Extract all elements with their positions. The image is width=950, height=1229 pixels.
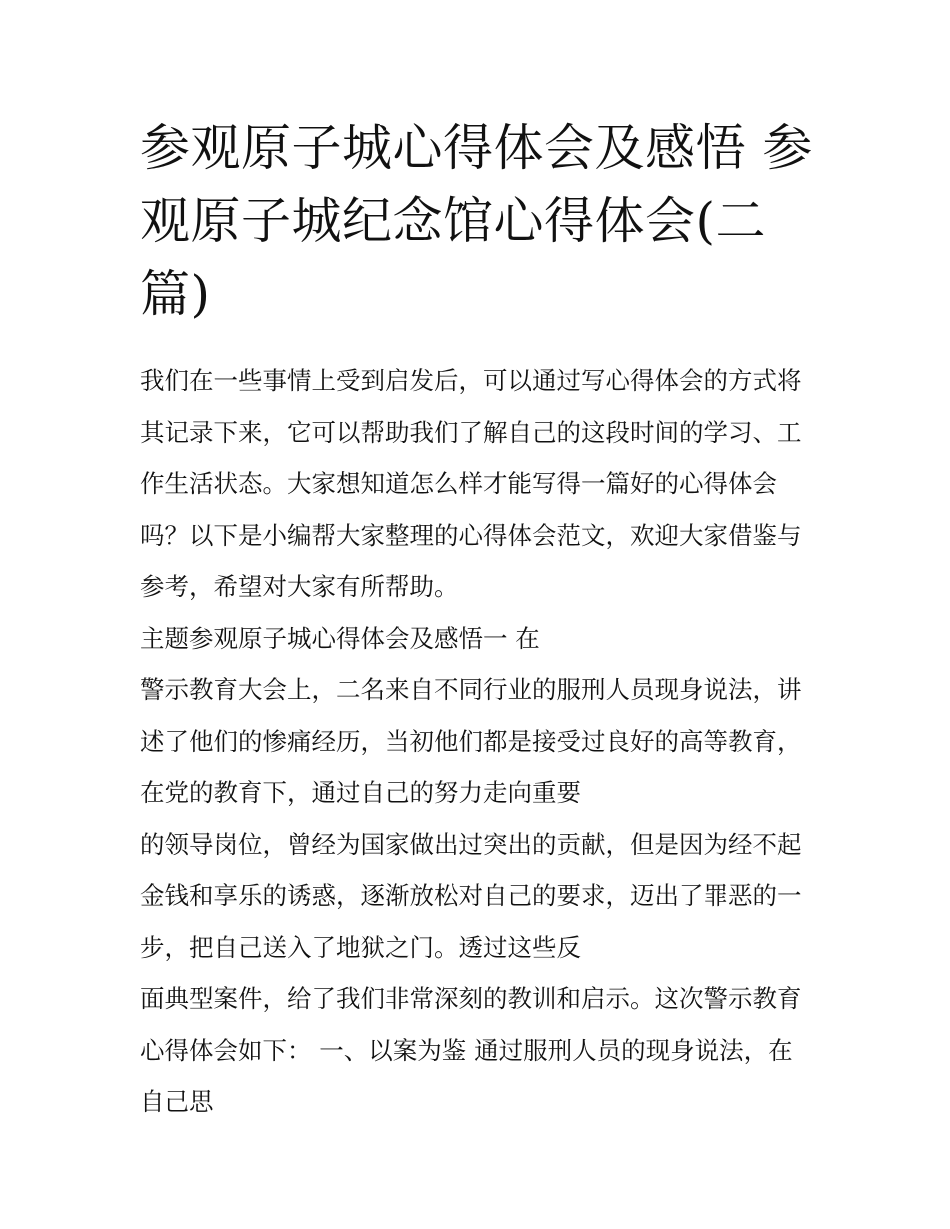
body-line: 我们在一些事情上受到启发后，可以通过写心得体会的方式将 — [140, 366, 802, 395]
title-line: 篇) — [140, 265, 211, 323]
body-line: 的领导岗位，曾经为国家做出过突出的贡献，但是因为经不起 — [140, 829, 802, 859]
section-heading-line: 主题参观原子城心得体会及感悟一 在 — [140, 623, 540, 653]
title-line: 观原子城纪念馆心得体会(二 — [140, 192, 767, 250]
body-line: 吗？以下是小编帮大家整理的心得体会范文，欢迎大家借鉴与 — [140, 520, 802, 550]
body-line: 警示教育大会上，二名来自不同行业的服刑人员现身说法，讲 — [140, 675, 802, 704]
body-line: 心得体会如下： 一、以案为鉴 通过服刑人员的现身说法，在 — [140, 1035, 793, 1065]
body-line: 金钱和享乐的诱惑，逐渐放松对自己的要求，迈出了罪恶的一 — [140, 881, 802, 910]
document-title — [140, 112, 813, 331]
body-line: 步，把自己送入了地狱之门。透过这些反 — [140, 932, 581, 962]
body-line: 述了他们的惨痛经历，当初他们都是接受过良好的高等教育， — [140, 726, 802, 756]
body-line: 参考，希望对大家有所帮助。 — [140, 572, 459, 601]
body-line: 自己思 — [140, 1087, 214, 1116]
body-line: 面典型案件，给了我们非常深刻的教训和启示。这次警示教育 — [140, 984, 802, 1013]
body-line: 在党的教育下，通过自己的努力走向重要 — [140, 778, 581, 807]
body-line: 其记录下来，它可以帮助我们了解自己的这段时间的学习、工 — [140, 417, 802, 447]
title-line: 参观原子城心得体会及感悟 参 — [140, 119, 813, 177]
body-line: 作生活状态。大家想知道怎么样才能写得一篇好的心得体会 — [140, 469, 777, 498]
document-body — [140, 355, 820, 1128]
